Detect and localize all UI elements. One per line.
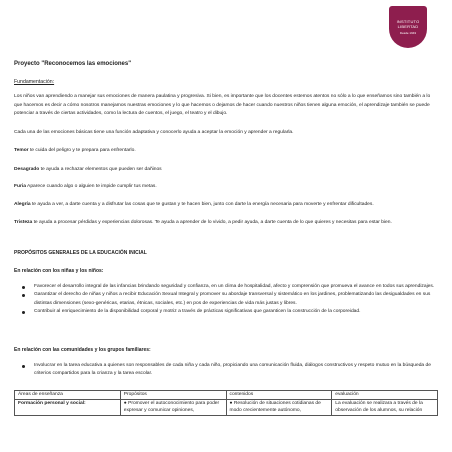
emotion-name: Tristeza — [14, 220, 33, 225]
table-header-row — [15, 391, 438, 400]
list-item-text: Involucrar en la tarea educativa a quienes son responsables de cada niña y cada niño, propiciando una comunicación fluida, diálogos constructivos y respeto mutuo en la búsqueda de criterios compartidos para la crianza y la tarea escolar. — [34, 363, 431, 377]
function-paragraph: Cada una de las emociones básicas tiene una función adaptativa y conocerlo ayuda a aceptar la emoción y aprender a regularla. — [14, 130, 294, 135]
project-title: Proyecto "Reconocemos las emociones" — [14, 61, 132, 67]
table-row — [15, 399, 438, 415]
table-cell-propositos: ● Promover el autoconocimiento para poder expresar y comunicar opiniones, — [120, 399, 226, 415]
fundamentacion-heading: Fundamentación: — [14, 79, 55, 85]
logo-line-1: INSTITUTO — [396, 19, 420, 24]
emotion-temor — [14, 147, 438, 156]
logo-line-2: LIBERTAD — [397, 24, 419, 29]
emotion-tristeza — [14, 219, 438, 228]
institution-logo — [389, 6, 427, 48]
emotion-text: te ayuda a procesar pérdidas y experiencias dolorosas. Te ayuda a aprender de lo vivido, a pedir ayuda, a darte cuenta de lo que quieres y necesitas para estar bien. — [32, 220, 392, 225]
list-item-text: Garantizar el derecho de niñas y niños a recibir Educación Sexual Integral y promover su abordaje transversal y sistemático en los jardines, problematizando las desigualdades en sus distintas dimensiones (sexo-genéricas, etarias, étnicas, sociales, etc.) en pos de experiencias de vida más justas y libres. — [34, 292, 431, 306]
table-header-cell: Áreas de enseñanza — [15, 391, 121, 400]
purposes-heading: PROPÓSITOS GENERALES DE LA EDUCACIÓN INICIAL — [14, 250, 147, 256]
children-heading: En relación con los niñas y los niños: — [14, 268, 104, 274]
table-header-cell: evaluación — [332, 391, 438, 400]
community-bullet-list — [22, 362, 436, 379]
bullet-icon — [22, 294, 25, 297]
list-item-text: Contribuir al enriquecimiento de la disponibilidad corporal y motriz a través de prácticas significativas que garanticen la construcción de la corporeidad. — [34, 308, 361, 314]
emotion-name: Desagrado — [14, 167, 40, 172]
bullet-icon — [22, 286, 25, 289]
emotion-alegria — [14, 201, 438, 210]
children-bullet-list — [22, 283, 436, 316]
bullet-icon — [22, 365, 25, 368]
table-cell-evaluacion: La evaluación se realizara a través de la observación de los alumnos, su relación — [332, 399, 438, 415]
emotion-text: te ayuda a rechazar elementos que pueden ser dañinos — [39, 167, 162, 172]
emotion-text: te ayuda a ver, a darte cuenta y a disfrutar las cosas que te gustan y te hacen bien, junto con darte la energía necesaria para moverte y enfrentar dificultades. — [30, 202, 374, 207]
list-item — [22, 291, 436, 308]
table-cell-area: Formación personal y social: — [15, 399, 121, 415]
table-cell-contenidos: ● Resolución de situaciones cotidianas de modo crecientemente autónomo, — [226, 399, 332, 415]
intro-paragraph: Los niños van aprendiendo a manejar sus emociones de manera paulatina y progresiva. Si bien, es importante que los docentes estemos atentos no sólo a lo que enseñamos sino también a lo que hacemos es decir a cómo nosotros manejamos nuestras emociones y lo que hacemos o dejamos de hacer cuando nuestros niños tienen alguna emoción, el aprendizaje también se puede potenciar a través de ciertas actividades, como la lectura de cuentos, el juego, el teatro y el dibujo. — [14, 94, 431, 117]
objectives-table — [14, 390, 438, 416]
list-item — [22, 283, 436, 291]
logo-line-3: Desde 1943 — [399, 31, 417, 35]
emotion-name: Furia — [14, 184, 26, 189]
table-header-cell: contenidos — [226, 391, 332, 400]
emotion-name: Temor — [14, 148, 29, 153]
list-item — [22, 362, 436, 379]
emotion-name: Alegría — [14, 202, 31, 207]
emotion-furia — [14, 183, 438, 192]
table-header-cell: Propósitos — [120, 391, 226, 400]
list-item-text: Favorecer el desarrollo integral de las infancias brindando seguridad y confianza, en un clima de hospitalidad, afecto y comprensión que promueva el avance en todos sus aprendizajes. — [34, 284, 435, 289]
list-item — [22, 308, 436, 316]
emotion-text: te cuida del peligro y te prepara para enfrentarlo. — [28, 148, 136, 153]
community-heading: En relación con las comunidades y los grupos familiares: — [14, 347, 151, 353]
emotion-desagrado — [14, 166, 438, 175]
emotion-text: Aparece cuando algo o alguien te impide cumplir tus metas. — [25, 184, 157, 189]
bullet-icon — [22, 311, 25, 314]
